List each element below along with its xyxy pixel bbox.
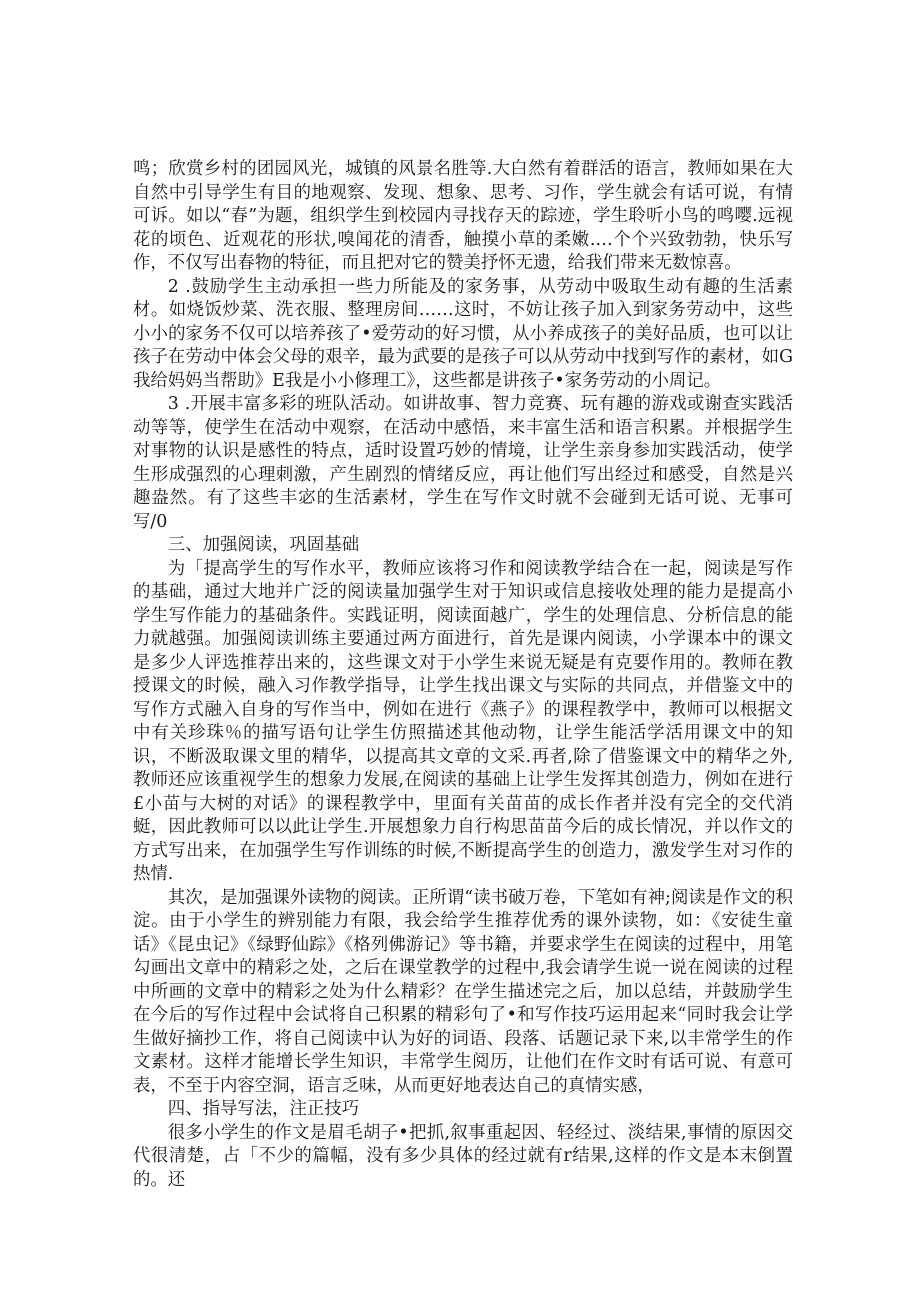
body-text (133, 158, 793, 1192)
section-heading: 三、加强阅读，巩固基础 (167, 535, 360, 555)
paragraph: 3 .开展丰富多彩的班队活动。如讲故事、智力竞赛、玩有趣的游戏或谢查实践活动等等，使学生在活动中观察，在活动中感悟，来丰富生活和语言积累。并根据学生对事物的认识是感性的特点，适时设置巧妙的情境，让学生亲身参加实践活动，使学生形成强烈的心理刺激，产生剧烈的情绪反应，再让他们写出经过和感受，自然是兴趣盎然。有了这些丰宓的生活素材，学生在写作文时就不会碰到无话可说、无事可写/0 (133, 394, 793, 532)
paragraph: 鸣；欣赏乡村的团园风光，城镇的风景名胜等.大白然有着群活的语言，教师如果在大自然中引导学生有目的地观察、发现、想象、思考、习作，学生就会有话可说，有情可诉。如以“春”为题，组织学生到校园内寻找存天的踪迹，学生聆听小鸟的鸣嘤.远视花的顷色、近观花的形状,嗅闻花的清香，触摸小草的柔嫩.…个个兴致勃勃，快乐写作，不仅写出春物的特征，而且把对它的赞美抒怀无遗，给我们带来无数惊喜。 (133, 159, 793, 273)
paragraph: 为「提高学生的写作水平，教师应该将习作和阅读教学结合在一起，阅读是写作的基础，通过大地并广泛的阅读量加强学生对于知识或信息接收处理的能力是提高小学生写作能力的基础条件。实践证明，阅读面越广，学生的处理信息、分析信息的能力就越强。加强阅读训练主要通过两方面进行，首先是课内阅读，小学课本中的课文是多少人评选推荐出来的，这些课文对于小学生来说无疑是有克要作用的。教师在教授课文的时候，融入习作教学指导，让学生找出课文与实际的共同点，并借鉴文中的写作方式融入自身的写作当中，例如在进行《燕子》的课程教学中，教师可以根据文中有关珍珠％的描写语句让学生仿照描述其他动物，让学生能活学活用课文中的知识，不断汲取课文里的精华，以提高其文章的文采.再者,除了借鉴课文中的精华之外,教师还应该重视学生的想象力发展,在阅读的基础上让学生发挥其创造力，例如在进行£小苗与大树的对话》的课程教学中，里面有关苗苗的成长作者并没有完全的交代消蜓，因此教师可以以此让学生.开展想象力自行构思苗苗今后的成长情况，并以作文的方式写出来，在加强学生写作训练的时候,不断提高学生的创造力，激发学生对习作的热情. (133, 558, 793, 884)
section-heading: 四、指导写法，注正技巧 (167, 1099, 360, 1119)
paragraph: 2 .鼓励学生主动承担一些力所能及的家务事，从劳动中吸取生动有趣的生活素材。如烧饭炒菜、洗衣服、整理房间……这时，不妨让孩子加入到家务劳动中，这些小小的家务不仅可以培养孩了•爱劳动的好习惯，从小养成孩子的美好品质，也可以让孩子在劳动中体会父母的艰辛，最为武要的是孩子可以从劳动中找到写作的素材，如G我给妈妈当帮助》E我是小小修理工》，这些都是讲孩子•家务劳动的小周记。 (133, 276, 793, 391)
paragraph: 其次，是加强课外读物的阅读。正所谓“读书破万卷，下笔如有神;阅读是作文的积淀。由于小学生的辨别能力有限，我会给学生推荐优秀的课外读物，如：《安徒生童话》《昆虫记》《绿野仙踪》《格列佛游记》等书籍，并要求学生在阅读的过程中，用笔勾画出文章中的精彩之处，之后在课堂教学的过程中,我会请学生说一说在阅读的过程中所画的文章中的精彩之处为什么精彩？在学生描述完之后，加以总结，并鼓励学生在今后的写作过程中会试将自己积累的精彩句了•和写作技巧运用起来“同时我会让学生做好摘抄工作，将自己阅读中认为好的词语、段落、话题记录下来,以丰常学生的作文素材。这样才能增长学生知识，丰常学生阅历，让他们在作文时有话可说、有意可表，不至于内容空洞，语言乏味，从而更好地表达自己的真情实感， (133, 887, 793, 1096)
paragraph: 很多小学生的作文是眉毛胡子•把抓,叙事重起因、轻经过、淡结果,事情的原因交代很清楚，占「不少的篇幅，没有多少具体的经过就有r结果,这样的作文是本末倒置的。还 (133, 1122, 793, 1190)
